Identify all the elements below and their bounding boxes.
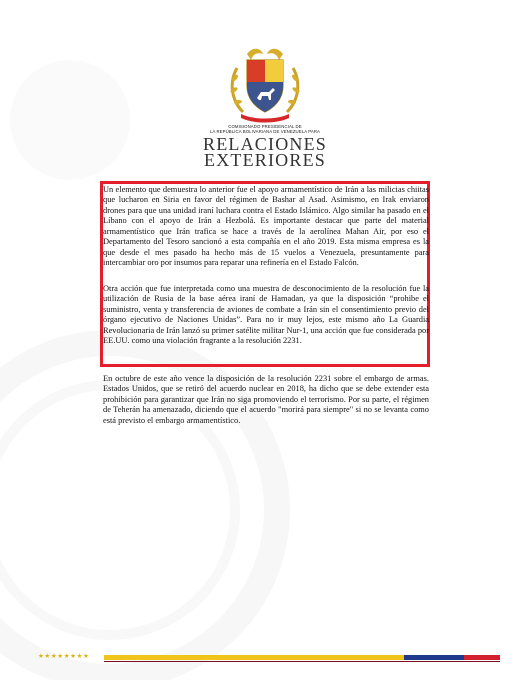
coat-of-arms-icon [223, 42, 307, 126]
paragraph: Otra acción que fue interpretada como una muestra de desconocimiento de la resolución fue la utilización de Rusia de la base aérea iraní de Hamadan, ya que la disposición “prohibe el suministro, venta y transferencia de aviones de combate a Irán sin el consentimiento previo del órgano ejecutivo de Naciones Unidas”. Para no ir muy lejos, este mismo año La Guardia Revolucionaria de Irán lanzó su primer satélite militar Nur-1, una acción que fue considerada por EE.UU. como una violación fragrante a la resolución 2231. [103, 284, 429, 346]
footer-stars: ★★★★★★★★ [38, 652, 90, 660]
paragraph: Un elemento que demuestra lo anterior fue el apoyo armamentístico de Irán a las milicias chiitas que lucharon en Siria en favor del régimen de Bashar al Asad. Asimismo, en Irak enviaron drones para que una unidad iraní luchara contra el Estado Islámico. Algo similar ha pasado en el Líbano con el apoyo de Irán a Hezbolá. Es importante destacar que parte del material armamentístico que Irán trafica se hace a través de la aerolínea Mahan Air, por eso el Departamento del Tesoro sancionó a esta compañía en el año 2019. Esta misma empresa es la que desde el mes pasado ha hecho más de 15 vuelos a Venezuela, presuntamente para intercambiar oro por insumos para reparar una refinería en el Estado Falcón. [103, 185, 429, 268]
watermark-emblem [10, 60, 130, 180]
footer-line [104, 661, 500, 662]
institution-title [150, 134, 380, 170]
footer-bar-red [464, 655, 500, 660]
footer-bar-yellow [104, 655, 404, 660]
caption-line: COMISIONADO PRESIDENCIAL DE [228, 124, 302, 129]
title-line: EXTERIORES [204, 149, 326, 170]
caption-line: LA REPÚBLICA BOLIVARIANA DE VENEZUELA PARA [209, 129, 321, 135]
title-line: RELACIONES [203, 134, 327, 154]
paragraph: En octubre de este año vence la disposición de la resolución 2231 sobre el embargo de armas. Estados Unidos, que se retiró del acuerdo nuclear en 2018, ha dicho que se debe extender esta prohibición para garantizar que Irán no siga promoviendo el terrorismo. Por su parte, el régimen de Teherán ha amenazado, diciendo que el acuerdo "morirá para siempre" si no se levanta como está previsto el embargo armamentístico. [103, 374, 429, 425]
institution-caption [150, 124, 380, 134]
footer-bar-blue [404, 655, 464, 660]
